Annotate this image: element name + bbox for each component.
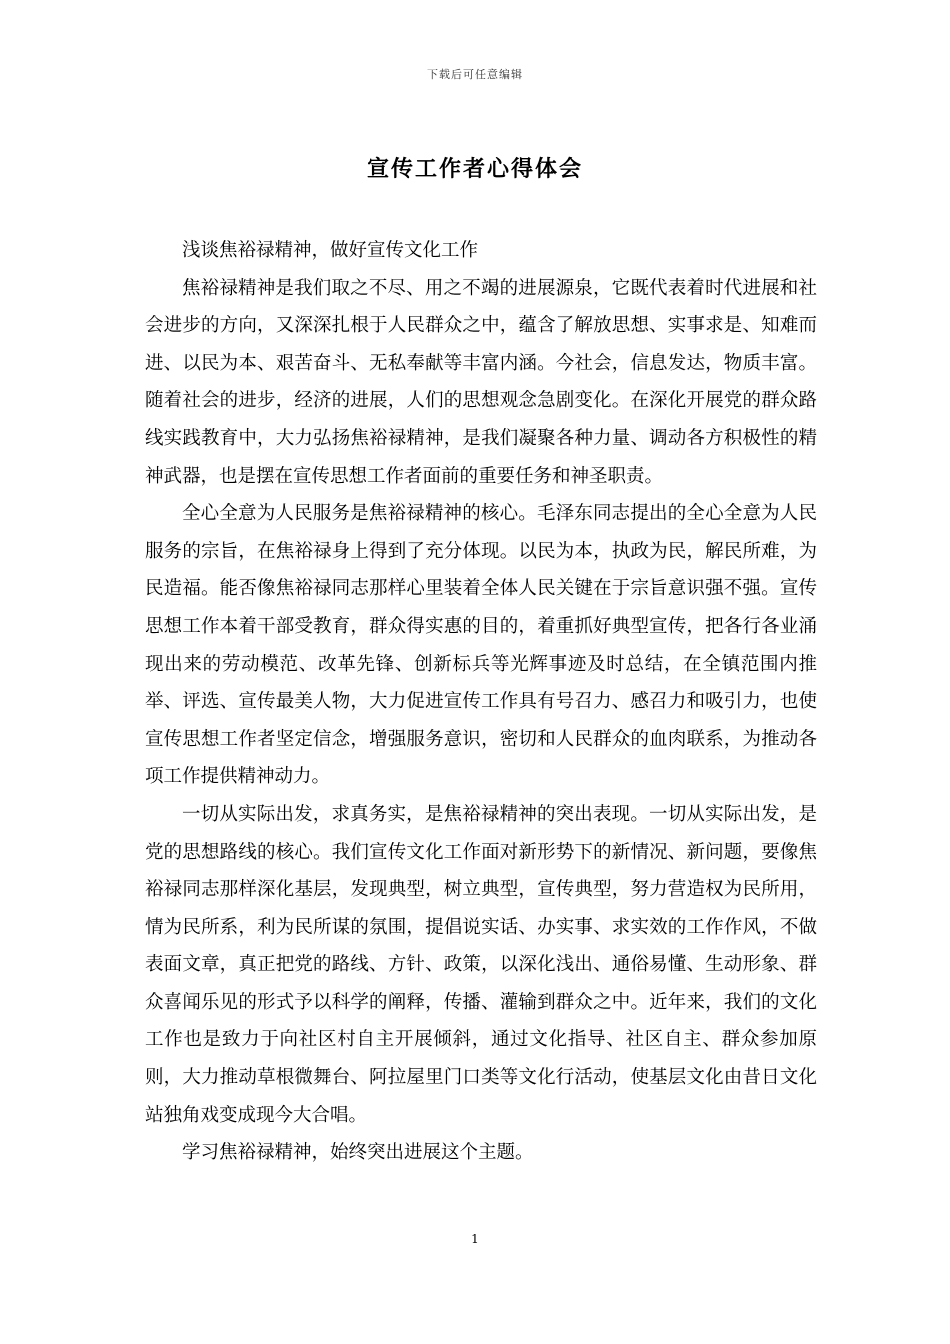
document-title: 宣传工作者心得体会 (366, 156, 583, 182)
page-number: 1 (471, 1232, 479, 1246)
body-paragraph: 学习焦裕禄精神，始终突出进展这个主题。 (182, 1142, 534, 1164)
subtitle-paragraph: 浅谈焦裕禄精神，做好宣传文化工作 (182, 240, 479, 261)
body-paragraph: 全心全意为人民服务是焦裕禄精神的核心。毛泽东同志提出的全心全意为人民服务的宗旨，在焦裕禄身上得到了充分体现。以民为本，执政为民，解民所难，为民造福。能否像焦裕禄同志那样心里装着全体人民关键在于宗旨意识强不强。宣传思想工作本着干部受教育，群众得实惠的目的，着重抓好典型宣传，把各行各业涌现出来的劳动模范、改革先锋、创新标兵等光辉事迹及时总结，在全镇范围内推举、评选、宣传最美人物，大力促进宣传工作具有号召力、感召力和吸引力，也使宣传思想工作者坚定信念，增强服务意识，密切和人民群众的血肉联系，为推动各项工作提供精神动力。 (145, 503, 817, 788)
body-paragraph: 一切从实际出发，求真务实，是焦裕禄精神的突出表现。一切从实际出发，是党的思想路线的核心。我们宣传文化工作面对新形势下的新情况、新问题，要像焦裕禄同志那样深化基层，发现典型，树立典型，宣传典型，努力营造权为民所用，情为民所系，利为民所谋的氛围，提倡说实话、办实事、求实效的工作作风，不做表面文章，真正把党的路线、方针、政策，以深化浅出、通俗易懂、生动形象、群众喜闻乐见的形式予以科学的阐释，传播、灌输到群众之中。近年来，我们的文化工作也是致力于向社区村自主开展倾斜，通过文化指导、社区自主、群众参加原则，大力推动草根微舞台、阿拉屋里门口类等文化行活动，使基层文化由昔日文化站独角戏变成现今大合唱。 (145, 803, 817, 1126)
document-body (145, 232, 817, 1172)
header-note: 下载后可任意编辑 (427, 68, 523, 81)
body-paragraph: 焦裕禄精神是我们取之不尽、用之不竭的进展源泉，它既代表着时代进展和社会进步的方向，又深深扎根于人民群众之中，蕴含了解放思想、实事求是、知难而进、以民为本、艰苦奋斗、无私奉献等丰富内涵。今社会，信息发达，物质丰富。随着社会的进步，经济的进展，人们的思想观念急剧变化。在深化开展党的群众路线实践教育中，大力弘扬焦裕禄精神，是我们凝聚各种力量、调动各方积极性的精神武器，也是摆在宣传思想工作者面前的重要任务和神圣职责。 (145, 277, 817, 487)
